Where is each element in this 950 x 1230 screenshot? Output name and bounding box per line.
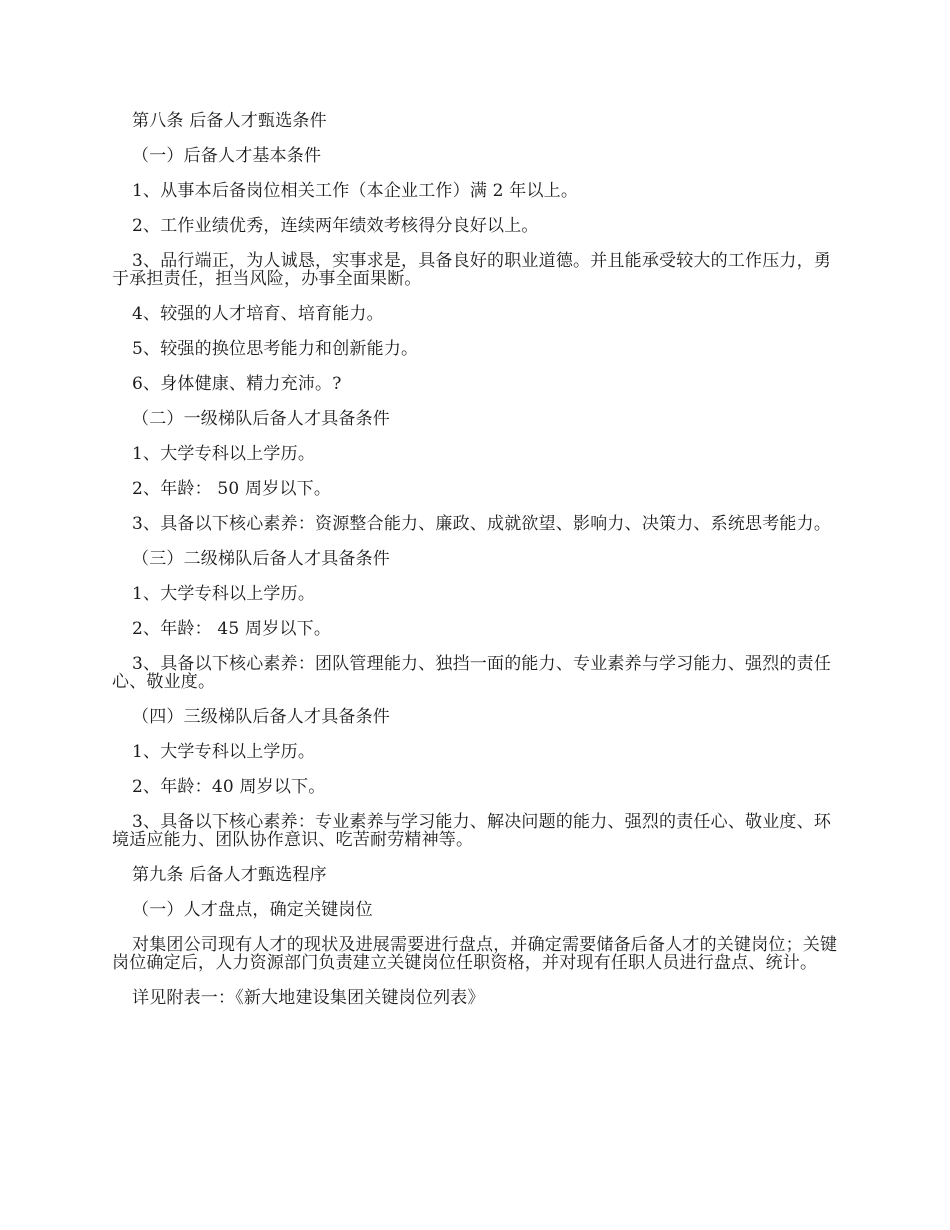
section-talent-review-heading: （一）人才盘点，确定关键岗位	[132, 900, 373, 920]
tier-3-condition-2: 2、年龄：40 周岁以下。	[132, 777, 326, 797]
talent-review-body: 对集团公司现有人才的现状及进展需要进行盘点，并确定需要储备后备人才的关键岗位；关键岗位确定后，人力资源部门负责建立关键岗位任职资格，并对现有任职人员进行盘点、统计。	[112, 935, 838, 973]
tier-1-condition-3: 3、具备以下核心素养：资源整合能力、廉政、成就欲望、影响力、决策力、系统思考能力。	[132, 514, 832, 534]
basic-condition-5: 5、较强的换位思考能力和创新能力。	[132, 339, 419, 359]
document-page	[112, 112, 840, 1024]
basic-condition-4: 4、较强的人才培育、培育能力。	[132, 304, 384, 324]
basic-condition-1: 1、从事本后备岗位相关工作（本企业工作）满 2 年以上。	[132, 181, 579, 201]
section-basic-conditions-heading: （一）后备人才基本条件	[132, 146, 322, 166]
tier-1-condition-1: 1、大学专科以上学历。	[132, 444, 316, 464]
tier-2-condition-3: 3、具备以下核心素养：团队管理能力、独挡一面的能力、专业素养与学习能力、强烈的责任心、敬业度。	[112, 654, 832, 692]
tier-3-condition-1: 1、大学专科以上学历。	[132, 742, 316, 762]
section-tier-1-heading: （二）一级梯队后备人才具备条件	[132, 409, 390, 429]
tier-2-condition-1: 1、大学专科以上学历。	[132, 584, 316, 604]
article-9-heading: 第九条 后备人才甄选程序	[132, 865, 327, 885]
section-tier-3-heading: （四）三级梯队后备人才具备条件	[132, 707, 390, 727]
basic-condition-2: 2、工作业绩优秀，连续两年绩效考核得分良好以上。	[132, 216, 539, 236]
section-tier-2-heading: （三）二级梯队后备人才具备条件	[132, 549, 390, 569]
appendix-reference: 详见附表一：《新大地建设集团关键岗位列表》	[132, 988, 485, 1008]
tier-3-condition-3: 3、具备以下核心素养：专业素养与学习能力、解决问题的能力、强烈的责任心、敬业度、环境适应能力、团队协作意识、吃苦耐劳精神等。	[112, 812, 832, 850]
article-8-heading: 第八条 后备人才甄选条件	[132, 111, 327, 131]
tier-1-condition-2: 2、年龄： 50 周岁以下。	[132, 479, 332, 499]
basic-condition-3: 3、品行端正，为人诚恳，实事求是，具备良好的职业道德。并且能承受较大的工作压力，勇于承担责任，担当风险，办事全面果断。	[112, 251, 832, 289]
tier-2-condition-2: 2、年龄： 45 周岁以下。	[132, 619, 332, 639]
basic-condition-6: 6、身体健康、精力充沛。?	[132, 374, 342, 394]
